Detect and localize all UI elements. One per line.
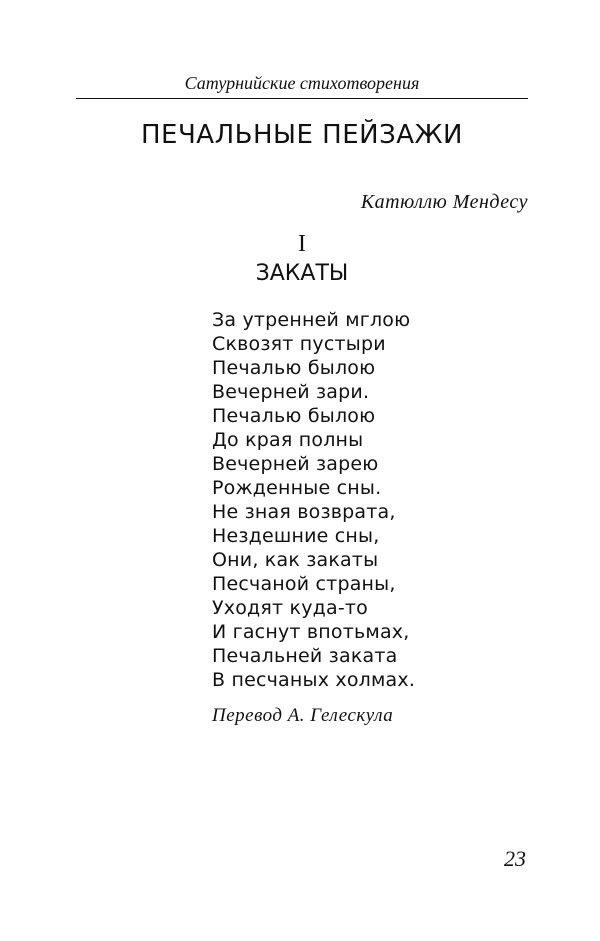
poem-line: Песчаной страны, — [212, 573, 396, 595]
poem-line: В песчаных холмах. — [212, 669, 416, 691]
poem-text — [212, 308, 415, 692]
page-number: 23 — [504, 846, 526, 871]
poem-line: И гаснут впотьмах, — [212, 621, 410, 643]
poem-line: Уходят куда-то — [212, 597, 368, 619]
poem-title: ЗАКАТЫ — [255, 261, 349, 286]
poem-line: Не зная возврата, — [212, 501, 396, 523]
poem-line: Печалью былою — [212, 357, 376, 379]
poem-line: За утренней мглою — [212, 309, 411, 331]
dedication: Катюллю Мендесу — [360, 191, 528, 213]
translator-credit: Перевод А. Гелескула — [212, 705, 394, 726]
poem-line: Нездешние сны, — [212, 525, 380, 547]
poem-line: Печалью былою — [212, 405, 376, 427]
poem-number: I — [298, 231, 306, 257]
poem-line: Сквозят пустыри — [212, 333, 386, 355]
poem-line: Рожденные сны. — [212, 477, 382, 499]
poem-line: Печальней заката — [212, 645, 398, 667]
poem-line: Вечерней зари. — [212, 381, 370, 403]
poem-line: Вечерней зарею — [212, 453, 379, 475]
poem-line: Они, как закаты — [212, 549, 379, 571]
poem-line: До края полны — [212, 429, 364, 451]
section-title: ПЕЧАЛЬНЫЕ ПЕЙЗАЖИ — [141, 120, 463, 150]
running-head: Сатурнийские стихотворения — [184, 73, 420, 93]
header-rule — [76, 98, 528, 99]
